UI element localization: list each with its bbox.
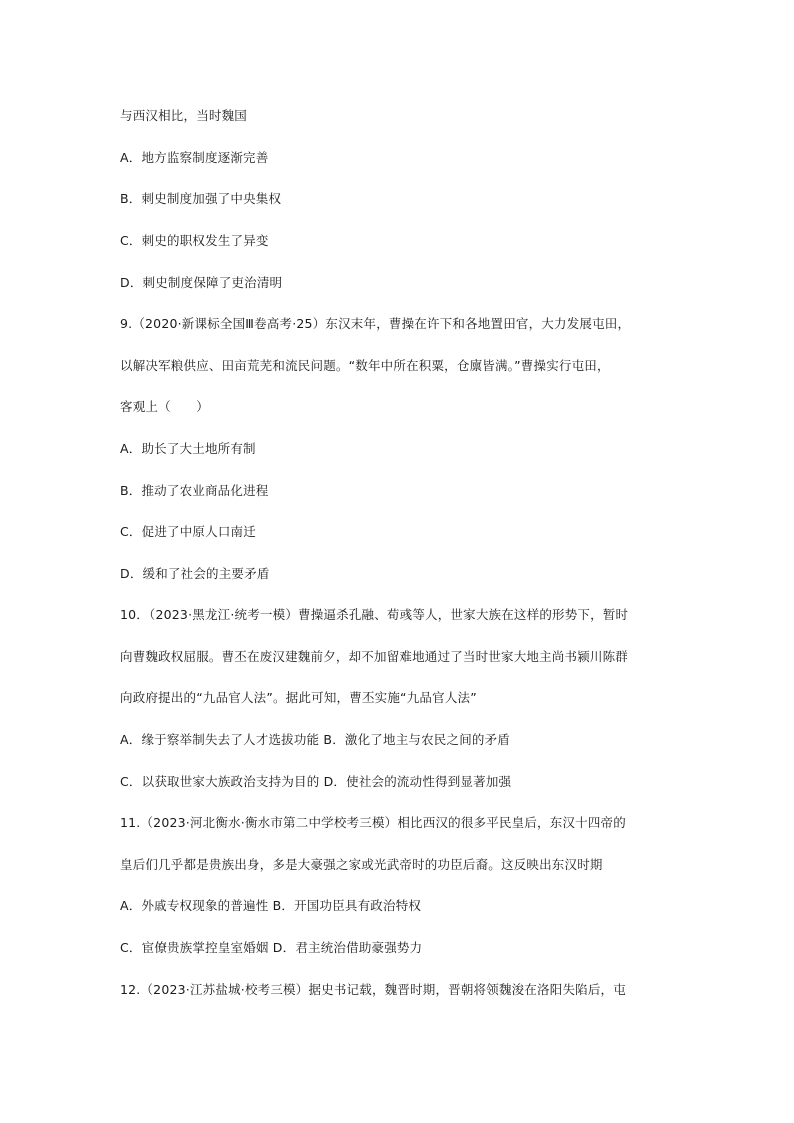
question-11-text: 皇后们几乎都是贵族出身，多是大豪强之家或光武帝时的功臣后裔。这反映出东汉时期 — [120, 857, 603, 872]
question-10-text: 向政府提出的“九品官人法”。据此可知，曹丕实施“九品官人法” — [120, 690, 477, 705]
options-cd: C．宦僚贵族掌控皇室婚姻 D．君主统治借助豪强势力 — [120, 940, 423, 955]
question-9-text: 以解决军粮供应、田亩荒芜和流民问题。“数年中所在积粟，仓廪皆满。”曹操实行屯田， — [120, 358, 610, 373]
question-10-text: 10．（2023·黑龙江·统考一模）曹操逼杀孔融、荀彧等人，世家大族在这样的形势下，暂时 — [120, 607, 629, 622]
option-a: A．地方监察制度逐渐完善 — [120, 150, 269, 165]
question-9-text: 客观上（ ） — [120, 399, 209, 414]
option-c: C．促进了中原人口南迁 — [120, 524, 256, 539]
option-b: B．推动了农业商品化进程 — [120, 483, 269, 498]
question-11-text: 11.（2023·河北衡水·衡水市第二中学校考三模）相比西汉的很多平民皇后，东汉十四帝的 — [120, 815, 626, 830]
option-d: D．刺史制度保障了吏治清明 — [120, 275, 283, 290]
option-d: D．缓和了社会的主要矛盾 — [120, 566, 270, 581]
options-cd: C．以获取世家大族政治支持为目的 D．使社会的流动性得到显著加强 — [120, 774, 512, 789]
option-c: C．刺史的职权发生了异变 — [120, 233, 269, 248]
options-ab: A．缘于察举制失去了人才选拔功能 B．激化了地主与农民之间的矛盾 — [120, 732, 511, 747]
option-b: B．刺史制度加强了中央集权 — [120, 191, 282, 206]
option-a: A．助长了大土地所有制 — [120, 441, 256, 456]
question-10-text: 向曹魏政权屈服。曹丕在废汉建魏前夕，却不加留难地通过了当时世家大地主尚书颍川陈群 — [120, 649, 629, 664]
question-12-text: 12.（2023·江苏盐城·校考三模）据史书记载，魏晋时期，晋朝将领魏浚在洛阳失陷后，屯 — [120, 982, 626, 997]
question-9-text: 9.（2020·新课标全国Ⅲ卷高考·25）东汉末年，曹操在许下和各地置田官，大力发展屯田， — [120, 316, 631, 331]
options-ab: A．外戚专权现象的普遍性 B．开国功臣具有政治特权 — [120, 898, 422, 913]
stem-text: 与西汉相比，当时魏国 — [120, 108, 248, 123]
